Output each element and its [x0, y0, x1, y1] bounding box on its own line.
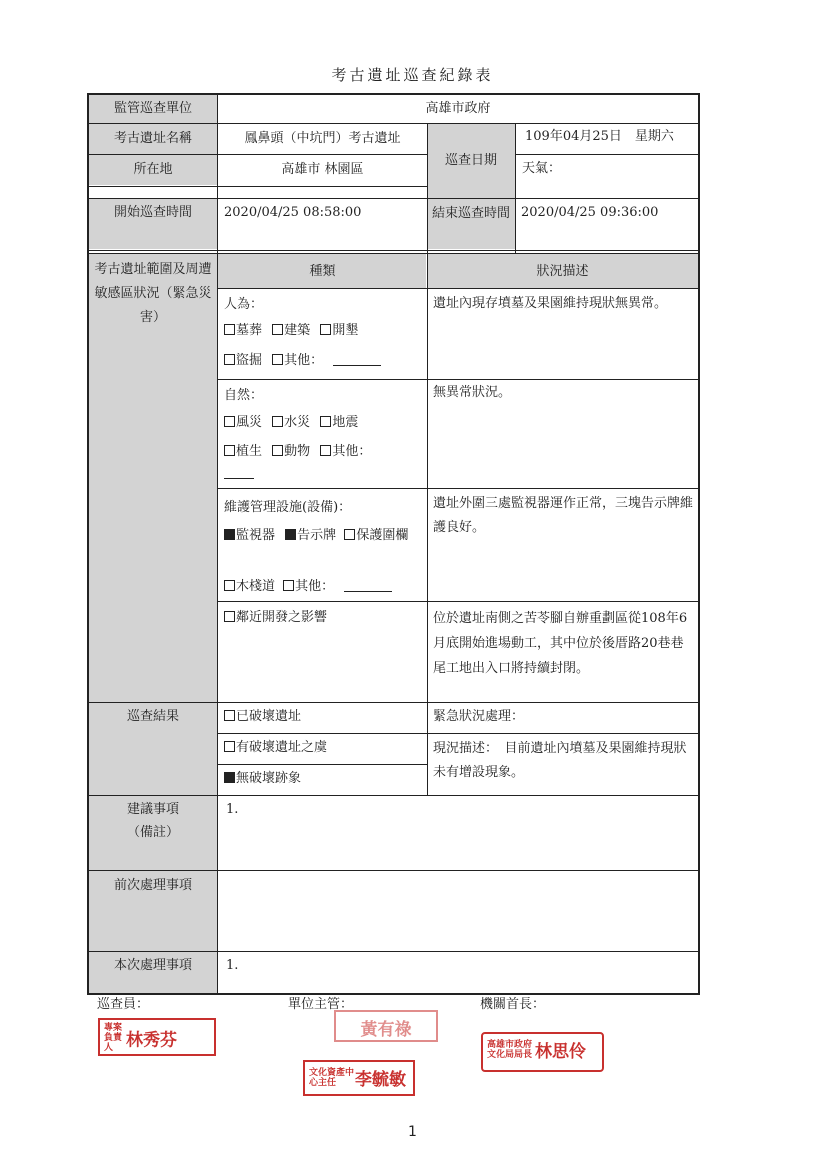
end-time-label: 結束巡查時間: [431, 206, 510, 221]
facility-options-row1: 監視器 告示牌 保護圍欄: [224, 524, 424, 548]
nature-options-row2: 植生 動物 其他：: [224, 441, 371, 463]
nature-desc: 無異常狀況。: [433, 385, 512, 400]
checkbox-cultivation[interactable]: [320, 324, 331, 335]
facility-options-row2: 木棧道 其他：: [224, 576, 392, 598]
unit-value: 高雄市政府: [425, 101, 491, 116]
head-stamp: 高雄市政府文化局局長 林思伶: [481, 1032, 604, 1072]
site-name-value: 鳳鼻頭（中坑門）考古遺址: [244, 131, 401, 146]
human-other-blank[interactable]: [333, 353, 381, 366]
start-time-label: 開始巡查時間: [113, 205, 192, 220]
page-number: 1: [408, 1124, 417, 1140]
current-value: 1.: [226, 958, 239, 973]
checkbox-risk[interactable]: [224, 741, 235, 752]
nature-heading: 自然：: [224, 388, 264, 403]
site-name-label: 考古遺址名稱: [113, 131, 192, 146]
start-time-value: 2020/04/25 08:58:00: [224, 205, 362, 220]
end-time-value: 2020/04/25 09:36:00: [521, 205, 659, 220]
area-status-label: 考古遺址範圍及周遭敏感區狀況（緊急災害）: [94, 262, 212, 325]
checkbox-looting[interactable]: [224, 354, 235, 365]
facility-other-blank[interactable]: [344, 579, 392, 592]
facility-desc: 遺址外圍三處監視器運作正常，三塊告示牌維護良好。: [433, 496, 694, 535]
development-option: 鄰近開發之影響: [224, 607, 327, 629]
checkbox-facility-other[interactable]: [283, 580, 294, 591]
type-header: 種類: [309, 264, 336, 279]
checkbox-fence[interactable]: [344, 529, 355, 540]
date-value: 109年04月25日 星期六: [525, 129, 674, 144]
checkbox-human-other[interactable]: [272, 354, 283, 365]
human-desc: 遺址內現存墳墓及果園維持現狀無異常。: [433, 296, 668, 311]
status-desc: 現況描述： 目前遺址內墳墓及果園維持現狀未有增設現象。: [433, 741, 687, 780]
emergency-label: 緊急狀況處理：: [433, 709, 525, 724]
human-options-row1: 墓葬 建築 開墾: [224, 320, 358, 342]
checkbox-cctv[interactable]: [224, 529, 235, 540]
current-label: 本次處理事項: [113, 958, 192, 973]
desc-header: 狀況描述: [536, 264, 589, 279]
previous-label: 前次處理事項: [113, 878, 192, 893]
suggestion-label: 建議事項: [126, 802, 179, 817]
supervisor-label: 單位主管：: [288, 997, 354, 1012]
development-desc: 位於遺址南側之苦苓腳自辦重劃區從108年6月底開始進場動工，其中位於後厝路20巷巷尾工地出入口將持續封閉。: [433, 611, 688, 676]
checkbox-boardwalk[interactable]: [224, 580, 235, 591]
head-label: 機關首長：: [480, 997, 546, 1012]
suggestion-value: 1.: [226, 802, 239, 817]
result-label: 巡查結果: [126, 709, 179, 724]
nature-other-blank[interactable]: [224, 466, 254, 479]
location-value: 高雄市 林園區: [281, 162, 364, 177]
nature-options-row1: 風災 水災 地震: [224, 412, 358, 434]
unit-label: 監管巡查單位: [113, 101, 192, 116]
checkbox-earthquake[interactable]: [320, 416, 331, 427]
checkbox-burial[interactable]: [224, 324, 235, 335]
checkbox-nature-other[interactable]: [320, 445, 331, 456]
facility-heading: 維護管理設施(設備)：: [224, 500, 352, 515]
result-option-risk: 有破壞遺址之虞: [224, 737, 327, 759]
checkbox-building[interactable]: [272, 324, 283, 335]
location-label: 所在地: [133, 162, 173, 177]
checkbox-wind[interactable]: [224, 416, 235, 427]
suggestion-note: （備註）: [126, 825, 179, 840]
checkbox-signboard[interactable]: [285, 529, 296, 540]
weather-label: 天氣：: [522, 161, 562, 176]
checkbox-destroyed[interactable]: [224, 710, 235, 721]
inspector-label: 巡查員：: [97, 997, 150, 1012]
result-option-destroyed: 已破壞遺址: [224, 706, 301, 728]
checkbox-no-damage[interactable]: [224, 772, 235, 783]
supervisor-faint-stamp: 黃有祿: [334, 1010, 438, 1042]
form-title: 考古遺址巡查紀錄表: [331, 66, 494, 84]
inspector-stamp: 專案負責人 林秀芬: [98, 1018, 216, 1056]
result-option-none: 無破壞跡象: [224, 768, 301, 790]
date-label: 巡查日期: [444, 153, 497, 168]
human-options-row2: 盜掘 其他：: [224, 350, 381, 372]
checkbox-vegetation[interactable]: [224, 445, 235, 456]
checkbox-flood[interactable]: [272, 416, 283, 427]
human-heading: 人為：: [224, 297, 264, 312]
checkbox-development[interactable]: [224, 611, 235, 622]
supervisor-stamp: 文化資產中心主任 李毓敏: [303, 1060, 415, 1096]
checkbox-animal[interactable]: [272, 445, 283, 456]
